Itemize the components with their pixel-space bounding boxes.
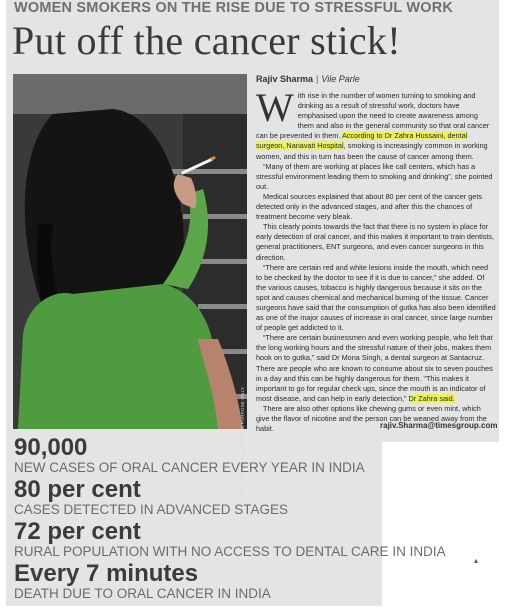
- stats-panel: [14, 436, 494, 604]
- kicker-heading: WOMEN SMOKERS ON THE RISE DUE TO STRESSFUL WORK: [14, 0, 454, 16]
- article-body: [256, 85, 496, 434]
- stat-item: [14, 520, 494, 560]
- stat-value: 90,000: [14, 434, 88, 461]
- stat-item: [14, 562, 494, 602]
- drop-cap: W: [256, 85, 294, 130]
- paragraph-6: [256, 333, 496, 404]
- stat-value: Every 7 minutes: [14, 560, 199, 587]
- paragraph-4: This clearly points towards the fact that there is no system in place for early detection of oral cancer, and this makes it important to train dentists, general practitioners, ENT surgeons, and even cancer surgeons in this direction.: [256, 222, 495, 262]
- paragraph-6-text: “There are certain businessmen and even working people, who felt that the long working hours and the stressful nature of their jobs, makes them hook on to gutka,” said Dr Mona Singh, a dental surgeon at Santacruz. There are people who are known to consume about six to seven pouches in a day and this can be highly dangerous for them. “This makes it important to go for regular check ups, since the mouth is an indicator of most disease, and can help in early detection,”: [256, 333, 493, 403]
- byline: [256, 74, 360, 84]
- stat-label: DEATH DUE TO ORAL CANCER IN INDIA: [14, 586, 271, 601]
- paragraph-7: There are also other options like chewing gums or even mint, which give the flavor of nicotine and the person can be weaned away from the habit.: [256, 403, 487, 434]
- stat-label: NEW CASES OF ORAL CANCER EVERY YEAR IN INDIA: [14, 460, 365, 475]
- scan-mark: ▴: [474, 556, 479, 565]
- headline: Put off the cancer stick!: [12, 18, 401, 63]
- byline-separator: |: [316, 74, 319, 84]
- highlighted-quote-attribution: Dr Zahra said.: [408, 393, 455, 403]
- stat-label: CASES DETECTED IN ADVANCED STAGES: [14, 502, 289, 517]
- stat-label: RURAL POPULATION WITH NO ACCESS TO DENTAL CARE IN INDIA: [14, 544, 446, 559]
- paragraph-1-text-b: , smoking is increasingly common in working women, and this in turn has been the cause of cancer among them.: [256, 141, 488, 161]
- paragraph-1-text-a: ith rise in the number of women turning to smoking and drinking as a result of stressful work, doctors have emphasised upon the need to create awareness among them and also in the general community so that oral cancer can be prevented in them.: [256, 91, 490, 141]
- highlighted-attribution: According to Dr Zahra Hussaini, dental surgeon, Nanavati Hospital: [256, 131, 468, 151]
- stat-item: [14, 436, 494, 476]
- author-name: Rajiv Sharma: [256, 74, 314, 84]
- stat-value: 80 per cent: [14, 476, 141, 503]
- stat-value: 72 per cent: [14, 518, 141, 545]
- paragraph-2: “Many of them are working at places like call centers, which has a stressful environment leading them to smoking and drinking”, she pointed out.: [256, 161, 493, 191]
- author-email: rajiv.Sharma@timesgroup.com: [380, 421, 498, 430]
- paragraph-1: [256, 85, 496, 162]
- byline-location: Vile Parle: [321, 74, 360, 84]
- paragraph-5: “There are certain red and white lesions inside the mouth, which need to be checked by the doctor to see if it is due to cancer,” she added. Of the various causes, tobacco is highly dangerous because it sits on the spot and causes chemical and mechanical burning of the tissue. Cancer surgeons have said that the consumption of gutka has also been identified as one of the major causes of increase in oral cancer, since large number of people get addicted to it.: [256, 262, 496, 333]
- paragraph-3: Medical sources explained that about 80 per cent of the cancer gets detected only in the advanced stages, and after this the chances of treatment become very bleak.: [256, 191, 483, 222]
- woman-smoking-illustration: [13, 74, 247, 429]
- stat-item: [14, 478, 494, 518]
- photo-credit: PIC USED FOR ILLUSTRATION PURPOSE ONLY: [240, 386, 245, 496]
